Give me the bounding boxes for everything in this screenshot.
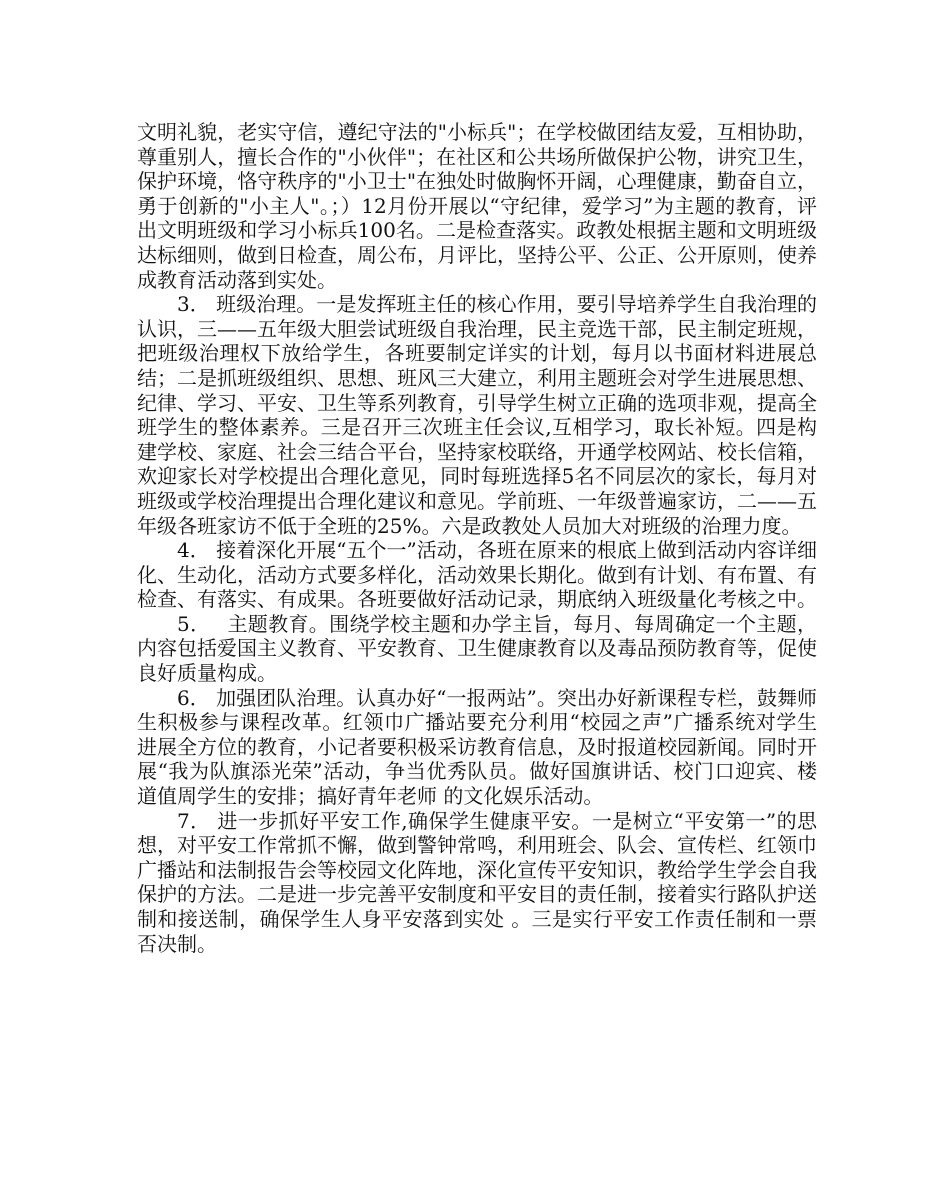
paragraph-five-ones-activity: 4． 接着深化开展“五个一”活动，各班在原来的根底上做到活动内容详细化、生动化，活动方式要多样化，活动效果长期化。做到有计划、有布置、有检查、有落实、有成果。各班要做好活动记录，期底纳入班级量化考核之中。 xyxy=(137,538,817,612)
paragraph-team-management: 6． 加强团队治理。认真办好“一报两站”。突出办好新课程专栏，鼓舞师生积极参与课程改革。红领巾广播站要充分利用“校园之声”广播系统对学生进展全方位的教育，小记者要积极采访教育信息，及时报道校园新闻。同时开展“我为队旗添光荣”活动，争当优秀队员。做好国旗讲话、校门口迎宾、楼道值周学生的安排；搞好青年老师 的文化娱乐活动。 xyxy=(137,685,817,809)
paragraph-continuation: 文明礼貌，老实守信，遵纪守法的"小标兵"；在学校做团结友爱，互相协助，尊重别人，擅长合作的"小伙伴"；在社区和公共场所做保护公物，讲究卫生，保护环境，恪守秩序的"小卫士"在独处时做胸怀开阔，心理健康，勤奋自立，勇于创新的"小主人"。；）12月份开展以“守纪律，爱学习”为主题的教育，评出文明班级和学习小标兵100名。二是检查落实。政教处根据主题和文明班级达标细则，做到日检查，周公布，月评比，坚持公平、公正、公开原则，使养成教育活动落到实处。 xyxy=(137,120,817,292)
paragraph-theme-education: 5． 主题教育。围绕学校主题和办学主旨，每月、每周确定一个主题，内容包括爱国主义教育、平安教育、卫生健康教育以及毒品预防教育等，促使良好质量构成。 xyxy=(137,611,817,686)
paragraph-class-management: 3． 班级治理。一是发挥班主任的核心作用，要引导培养学生自我治理的认识，三——五年级大胆尝试班级自我治理，民主竞选干部，民主制定班规，把班级治理权下放给学生，各班要制定详实的计划，每月以书面材料进展总结；二是抓班级组织、思想、班风三大建立，利用主题班会对学生进展思想、纪律、学习、平安、卫生等系列教育，引导学生树立正确的选项非观，提高全班学生的整体素养。三是召开三次班主任会议,互相学习，取长补短。四是构建学校、家庭、社会三结合平台，坚持家校联络，开通学校网站、校长信箱，欢迎家长对学校提出合理化意见，同时每班选择5名不同层次的家长，每月对班级或学校治理提出合理化建议和意见。学前班、一年级普遍家访，二——五年级各班家访不低于全班的25%。六是政教处人员加大对班级的治理力度。 xyxy=(137,292,817,538)
document-body xyxy=(137,120,817,956)
paragraph-safety-work: 7． 进一步抓好平安工作,确保学生健康平安。一是树立“平安第一”的思想，对平安工作常抓不懈，做到警钟常鸣，利用班会、队会、宣传栏、红领巾广播站和法制报告会等校园文化阵地，深化宣传平安知识，教给学生学会自我保护的方法。二是进一步完善平安制度和平安目的责任制，接着实行路队护送制和接送制，确保学生人身平安落到实处 。三是实行平安工作责任制和一票否决制。 xyxy=(137,808,817,956)
